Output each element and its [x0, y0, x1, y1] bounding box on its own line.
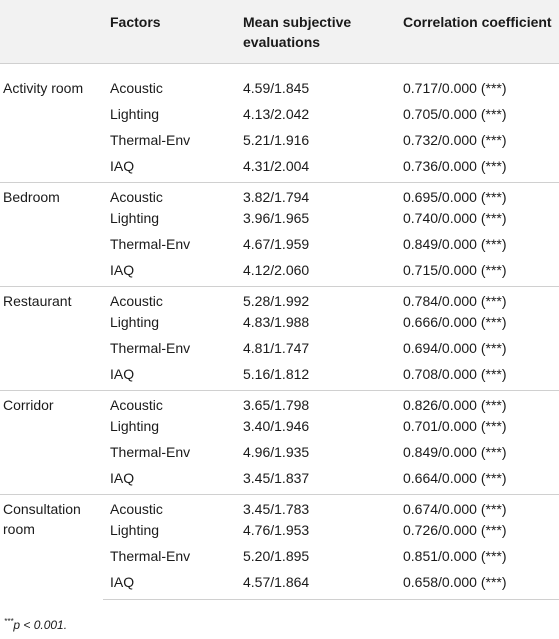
header-mean: Mean subjective evaluations — [243, 14, 352, 50]
room-cell: Restaurant — [0, 286, 103, 390]
correlation-cell: 0.708/0.000 (***) — [403, 366, 507, 382]
factor-cell: Thermal-Env — [110, 340, 191, 356]
factor-cell: IAQ — [110, 470, 135, 486]
correlation-cell: 0.736/0.000 (***) — [403, 158, 507, 174]
correlation-cell: 0.695/0.000 (***) — [396, 182, 559, 208]
mean-cell: 4.31/2.004 — [243, 158, 310, 174]
footnote — [4, 617, 67, 632]
factor-cell: Acoustic — [103, 494, 236, 520]
room-cell: Activity room — [3, 79, 84, 96]
factor-cell: Lighting — [110, 418, 160, 434]
mean-cell: 3.45/1.783 — [236, 494, 396, 520]
correlation-cell: 0.701/0.000 (***) — [403, 418, 507, 434]
correlation-cell: 0.694/0.000 (***) — [403, 340, 507, 356]
room-cell: Consultation room — [0, 494, 103, 599]
correlation-cell: 0.715/0.000 (***) — [403, 262, 507, 278]
factor-cell: IAQ — [110, 158, 135, 174]
mean-cell: 5.21/1.916 — [243, 132, 310, 148]
correlation-cell: 0.849/0.000 (***) — [403, 236, 507, 252]
factor-cell: Acoustic — [110, 79, 163, 96]
mean-cell: 5.28/1.992 — [236, 286, 396, 312]
header-row — [0, 0, 559, 63]
factor-cell: Thermal-Env — [110, 132, 191, 148]
room-cell: Bedroom — [0, 182, 103, 286]
factor-cell: IAQ — [110, 262, 135, 278]
factor-cell: Acoustic — [103, 182, 236, 208]
table-row — [0, 390, 559, 416]
correlation-cell: 0.674/0.000 (***) — [396, 494, 559, 520]
factor-cell: Lighting — [110, 210, 160, 226]
factor-cell: Lighting — [110, 314, 160, 330]
correlation-cell: 0.849/0.000 (***) — [403, 444, 507, 460]
mean-cell: 5.20/1.895 — [243, 548, 310, 564]
factor-cell: IAQ — [103, 572, 236, 599]
header-room — [0, 0, 103, 63]
mean-cell: 4.83/1.988 — [243, 314, 310, 330]
table-header — [0, 0, 559, 63]
mean-cell: 3.45/1.837 — [243, 470, 310, 486]
correlation-cell: 0.732/0.000 (***) — [403, 132, 507, 148]
footnote-marker: *** — [4, 617, 14, 626]
correlation-cell: 0.705/0.000 (***) — [403, 106, 507, 122]
mean-cell: 3.82/1.794 — [236, 182, 396, 208]
factor-cell: IAQ — [110, 366, 135, 382]
table-row — [0, 63, 559, 104]
mean-cell: 4.57/1.864 — [236, 572, 396, 599]
factor-cell: Thermal-Env — [110, 444, 191, 460]
correlation-cell: 0.784/0.000 (***) — [396, 286, 559, 312]
mean-cell: 4.12/2.060 — [243, 262, 310, 278]
header-factors: Factors — [110, 14, 161, 30]
mean-cell: 4.67/1.959 — [243, 236, 310, 252]
mean-cell: 4.96/1.935 — [243, 444, 310, 460]
table-row — [0, 494, 559, 520]
mean-cell: 4.13/2.042 — [243, 106, 310, 122]
correlation-cell: 0.666/0.000 (***) — [403, 314, 507, 330]
correlation-cell: 0.740/0.000 (***) — [403, 210, 507, 226]
mean-cell: 4.81/1.747 — [243, 340, 310, 356]
factor-cell: Lighting — [110, 106, 160, 122]
correlation-cell: 0.726/0.000 (***) — [403, 522, 507, 538]
mean-cell: 3.65/1.798 — [236, 390, 396, 416]
room-cell: Corridor — [0, 390, 103, 494]
table-body — [0, 63, 559, 599]
factor-cell: Acoustic — [103, 286, 236, 312]
factor-cell: Acoustic — [103, 390, 236, 416]
factor-cell: Thermal-Env — [110, 548, 191, 564]
correlation-cell: 0.851/0.000 (***) — [403, 548, 507, 564]
factor-cell: Thermal-Env — [110, 236, 191, 252]
footnote-text: p < 0.001. — [13, 618, 68, 632]
correlation-cell: 0.826/0.000 (***) — [396, 390, 559, 416]
mean-cell: 3.40/1.946 — [243, 418, 310, 434]
header-correlation: Correlation coefficient — [403, 14, 552, 30]
factor-cell: Lighting — [110, 522, 160, 538]
correlation-cell: 0.658/0.000 (***) — [396, 572, 559, 599]
table-row — [0, 182, 559, 208]
correlation-cell: 0.717/0.000 (***) — [403, 79, 507, 96]
mean-cell: 4.76/1.953 — [243, 522, 310, 538]
mean-cell: 5.16/1.812 — [243, 366, 310, 382]
mean-cell: 4.59/1.845 — [243, 79, 310, 96]
correlation-cell: 0.664/0.000 (***) — [403, 470, 507, 486]
mean-cell: 3.96/1.965 — [243, 210, 310, 226]
table-row — [0, 286, 559, 312]
